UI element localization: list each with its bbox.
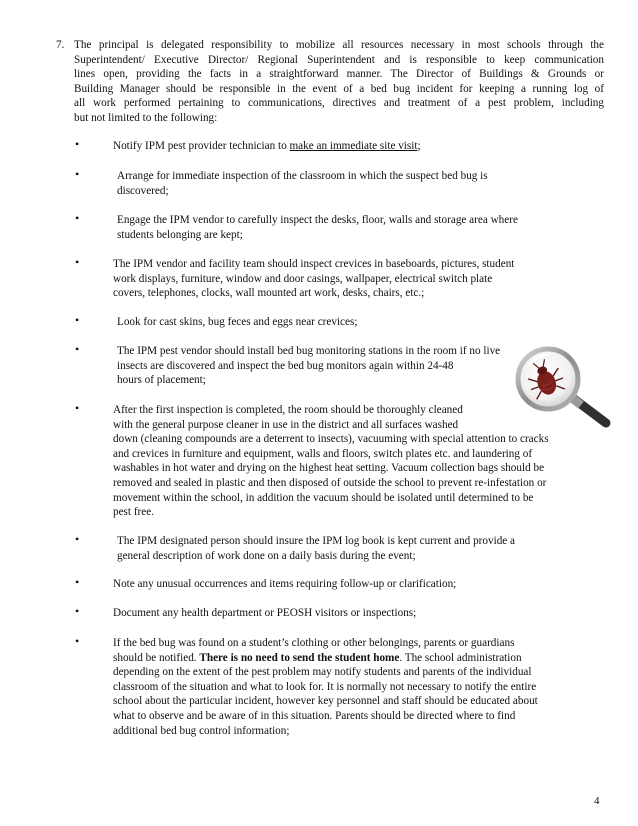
bullet-line: additional bed bug control information; <box>113 724 290 737</box>
bullet-symbol: • <box>75 342 80 356</box>
paragraph-line: all work performed pertaining to communications, directives and treatment of a pest problem, including <box>74 97 604 110</box>
bullet-line: Look for cast skins, bug feces and eggs near crevices; <box>117 316 358 328</box>
bullet-line: The IPM vendor and facility team should inspect crevices in baseboards, pictures, student <box>113 258 515 270</box>
bullet-item-8 <box>117 534 515 563</box>
bullet-symbol: • <box>75 313 80 327</box>
bullet-text: . The school administration <box>399 651 522 664</box>
bullet-symbol: • <box>75 634 80 648</box>
paragraph-number: 7. <box>56 39 65 51</box>
paragraph-line: Building Manager should be responsible in the event of a bed bug incident for keeping a running log of <box>74 82 604 95</box>
bullet-line <box>113 651 538 666</box>
bullet-line: general description of work done on a daily basis during the event; <box>117 549 416 562</box>
bullet-symbol: • <box>75 575 80 589</box>
bullet-line: hours of placement; <box>117 374 206 387</box>
bullet-line: covers, telephones, clocks, wall mounted art work, desks, chairs, etc.; <box>113 287 425 300</box>
bullet-symbol: • <box>75 604 80 618</box>
bullet-line: discovered; <box>117 184 169 197</box>
bullet-line: down (cleaning compounds are a deterrent to insects), vacuuming with special attention to cracks <box>113 433 549 446</box>
bullet-item-1 <box>113 139 421 154</box>
bullet-line: Document any health department or PEOSH visitors or inspections; <box>113 607 417 619</box>
bullet-line: removed and sealed in plastic and then disposed of outside the school to prevent re-infestation or <box>113 476 547 489</box>
bullet-symbol: • <box>75 137 80 151</box>
bullet-line: with the general purpose cleaner in use in the district and all surfaces washed <box>113 418 459 431</box>
bullet-symbol: • <box>75 211 80 225</box>
paragraph-7 <box>56 38 604 126</box>
bullet-item-4 <box>113 257 514 301</box>
bullet-item-6 <box>117 344 500 388</box>
underlined-text: make an immediate site visit <box>289 140 418 152</box>
bullet-line: After the first inspection is completed, the room should be thoroughly cleaned <box>113 404 463 416</box>
bullet-line: work displays, furniture, window and door casings, wallpaper, electrical switch plate <box>113 272 493 285</box>
bullet-symbol: • <box>75 167 80 181</box>
bullet-text: should be notified. <box>113 651 200 664</box>
bullet-line: and crevices in furniture and equipment, walls and floors, switch plates etc. and laundering of <box>113 447 533 460</box>
bullet-item-5 <box>117 315 357 330</box>
bullet-item-2 <box>117 169 488 198</box>
bullet-line: The IPM pest vendor should install bed bug monitoring stations in the room if no live <box>117 345 501 357</box>
bullet-item-11 <box>113 636 538 738</box>
bullet-line: washables in hot water and drying on the highest heat setting. Vacuum collection bags should be <box>113 462 545 475</box>
bullet-line: The IPM designated person should insure the IPM log book is kept current and provide a <box>117 535 516 547</box>
bullet-item-10 <box>113 606 416 621</box>
bullet-line: Note any unusual occurrences and items requiring follow-up or clarification; <box>113 578 457 590</box>
bullet-symbol: • <box>75 532 80 546</box>
bullet-line: classroom of the situation and what to look for. It is normally not necessary to notify the entire <box>113 680 537 693</box>
paragraph-line: The principal is delegated responsibility to mobilize all resources necessary in most schools through the <box>74 39 604 51</box>
bullet-item-9 <box>113 577 456 592</box>
bullet-line: depending on the extent of the pest problem may notify students and parents of the individual <box>113 666 532 679</box>
bullet-line: Engage the IPM vendor to carefully inspect the desks, floor, walls and storage area where <box>117 214 518 226</box>
page-number: 4 <box>594 795 600 807</box>
bullet-symbol: • <box>75 401 80 415</box>
bullet-text: Notify IPM pest provider technician to <box>113 140 290 152</box>
bullet-line: what to observe and be aware of in this situation. Parents should be directed where to find <box>113 709 516 722</box>
bullet-line: pest free. <box>113 506 154 519</box>
bullet-line: school about the particular incident, however key personnel and staff should be educated about <box>113 695 538 708</box>
bullet-line: students belonging are kept; <box>117 228 243 241</box>
bullet-text: ; <box>417 140 421 152</box>
bullet-symbol: • <box>75 255 80 269</box>
bullet-line: movement within the school, in addition the vacuum should be isolated until determined to be <box>113 491 534 504</box>
bullet-line: Arrange for immediate inspection of the classroom in which the suspect bed bug is <box>117 170 488 182</box>
bullet-item-3 <box>117 213 518 242</box>
paragraph-line: but not limited to the following: <box>74 111 218 124</box>
bold-text: There is no need to send the student home <box>199 651 400 664</box>
paragraph-line: Superintendent/ Executive Director/ Regional Superintendent and is responsible to keep communication <box>74 53 604 66</box>
bullet-line: insects are discovered and inspect the bed bug monitors again within 24-48 <box>117 359 454 372</box>
paragraph-line: lines open, providing the facts in a straightforward manner. The Director of Buildings & Grounds or <box>74 68 604 81</box>
bullet-item-7 <box>113 403 549 520</box>
bullet-line: If the bed bug was found on a student’s clothing or other belongings, parents or guardians <box>113 637 515 649</box>
